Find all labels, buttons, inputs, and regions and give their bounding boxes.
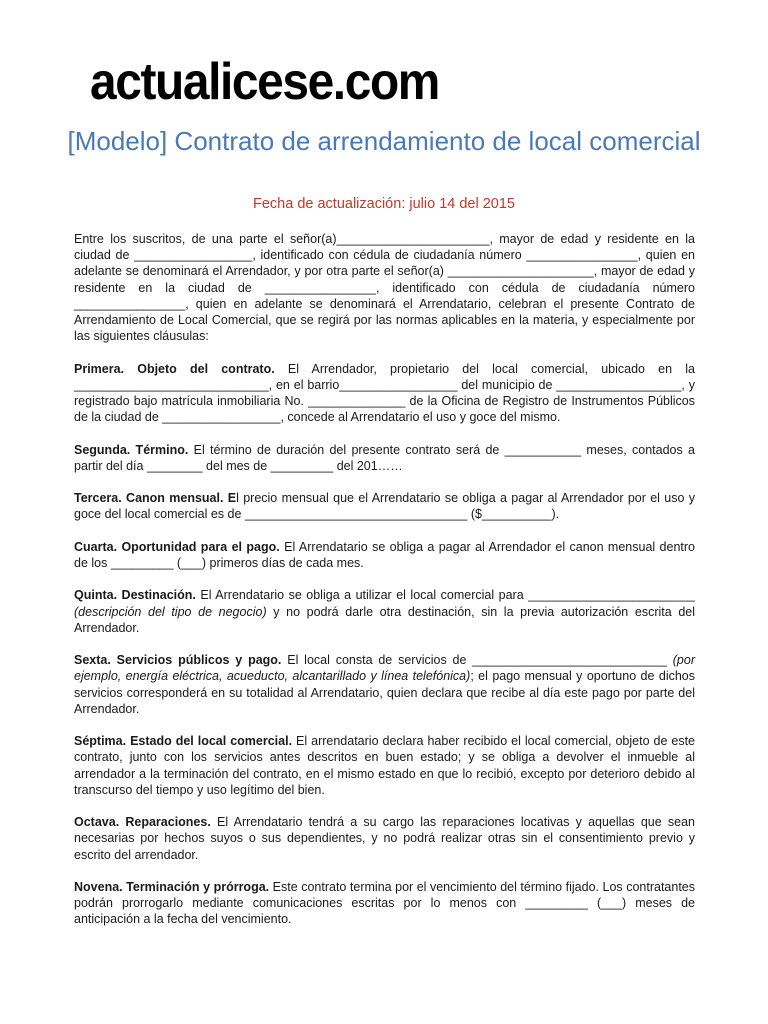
contract-body [74,231,695,944]
clause-heading: Quinta. Destinación. [74,588,196,603]
update-date: Fecha de actualización: julio 14 del 2015 [253,196,515,212]
clause-septima [74,733,695,798]
clause-segunda [74,442,695,474]
clause-cuarta [74,539,695,571]
clause-text: El Arrendatario se obliga a pagar al Arrendador el canon mensual dentro de los _________ (___) primeros días de cada mes. [74,539,695,570]
clause-heading: Novena. Terminación y prórroga. [74,879,270,894]
clause-heading: Séptima. Estado del local comercial. [74,734,293,749]
clause-text: El Arrendatario se obliga a utilizar el local comercial para ________________________ [195,588,695,603]
intro-paragraph: Entre los suscritos, de una parte el señor(a)______________________, mayor de edad y residente en la ciudad de _________________, identificado con cédula de ciudadanía número ________________, quien en adelante se denominará el Arrendador, y por otra parte el señor(a) _____________________, mayor de edad y residente en la ciudad de ________________, identificado con cédula de ciudadanía número ________________, quien en adelante se denominará el Arrendatario, celebran el presente Contrato de Arrendamiento de Local Comercial, que se regirá por las normas aplicables en la materia, y especialmente por las siguientes cláusulas: [74,232,695,344]
clause-text: El local consta de servicios de ____________________________ [281,653,673,668]
clause-primera [74,361,695,426]
clause-heading: Primera. Objeto del contrato. [74,361,275,376]
clause-heading: Octava. Reparaciones. [74,815,211,830]
clause-tercera [74,490,695,522]
clause-text: ; el pago mensual y oportuno de dichos servicios corresponderá en su totalidad al Arrendatario, quien declara que recibe al día este pago por parte del Arrendador. [74,669,695,716]
clause-text: l precio mensual que el Arrendatario se obliga a pagar al Arrendador por el uso y goce del local comercial es de ________________________________ ($__________). [74,491,696,522]
clause-text: El Arrendatario tendrá a su cargo las reparaciones locativas y aquellas que sean necesarias por hechos suyos o sus dependientes, y no podrá realizar otras sin el consentimiento previo y escrito del arrendador. [74,815,695,862]
clause-text: Este contrato termina por el vencimiento del término fijado. Los contratantes podrán prorrogarlo mediante comunicaciones escritas por lo menos con _________ (___) meses de anticipación a la fecha del vencimiento. [74,879,695,927]
clause-sexta [74,652,695,717]
clause-heading: Sexta. Servicios públicos y pago. [74,653,282,668]
site-logo: actualicese.com [90,53,439,111]
clause-italic-note: (por ejemplo, energía eléctrica, acueducto, alcantarillado y línea telefónica) [74,653,695,684]
clause-text: El Arrendador, propietario del local comercial, ubicado en la ____________________________, en el barrio_________________ del municipio de __________________, y registrado bajo matrícula inmobiliaria No. ______________ de la Oficina de Registro de Instrumentos Públicos de la ciudad de _________________, concede al Arrendatario el uso y goce del mismo. [74,361,695,425]
clause-octava [74,814,695,863]
clause-quinta [74,587,695,636]
clause-text: y no podrá darle otra destinación, sin la previa autorización escrita del Arrendador. [74,604,696,635]
clause-heading: Tercera. Canon mensual. E [74,491,237,506]
clause-text: El arrendatario declara haber recibido el local comercial, objeto de este contrato, junto con los servicios antes descritos en buen estado; y se obliga a devolver el inmueble al arrendador a la terminación del contrato, en el mismo estado en que lo recibió, excepto por deterioro debido al transcurso del tiempo y uso legítimo del bien. [74,734,695,797]
clause-text: El término de duración del presente contrato será de ___________ meses, contados a partir del día ________ del mes de _________ del 201…… [74,442,696,473]
clause-heading: Segunda. Término. [74,442,189,457]
clause-novena [74,879,695,928]
clause-italic-note: (descripción del tipo de negocio) [74,604,267,619]
clause-heading: Cuarta. Oportunidad para el pago. [74,539,280,554]
document-title: [Modelo] Contrato de arrendamiento de local comercial [67,126,701,156]
